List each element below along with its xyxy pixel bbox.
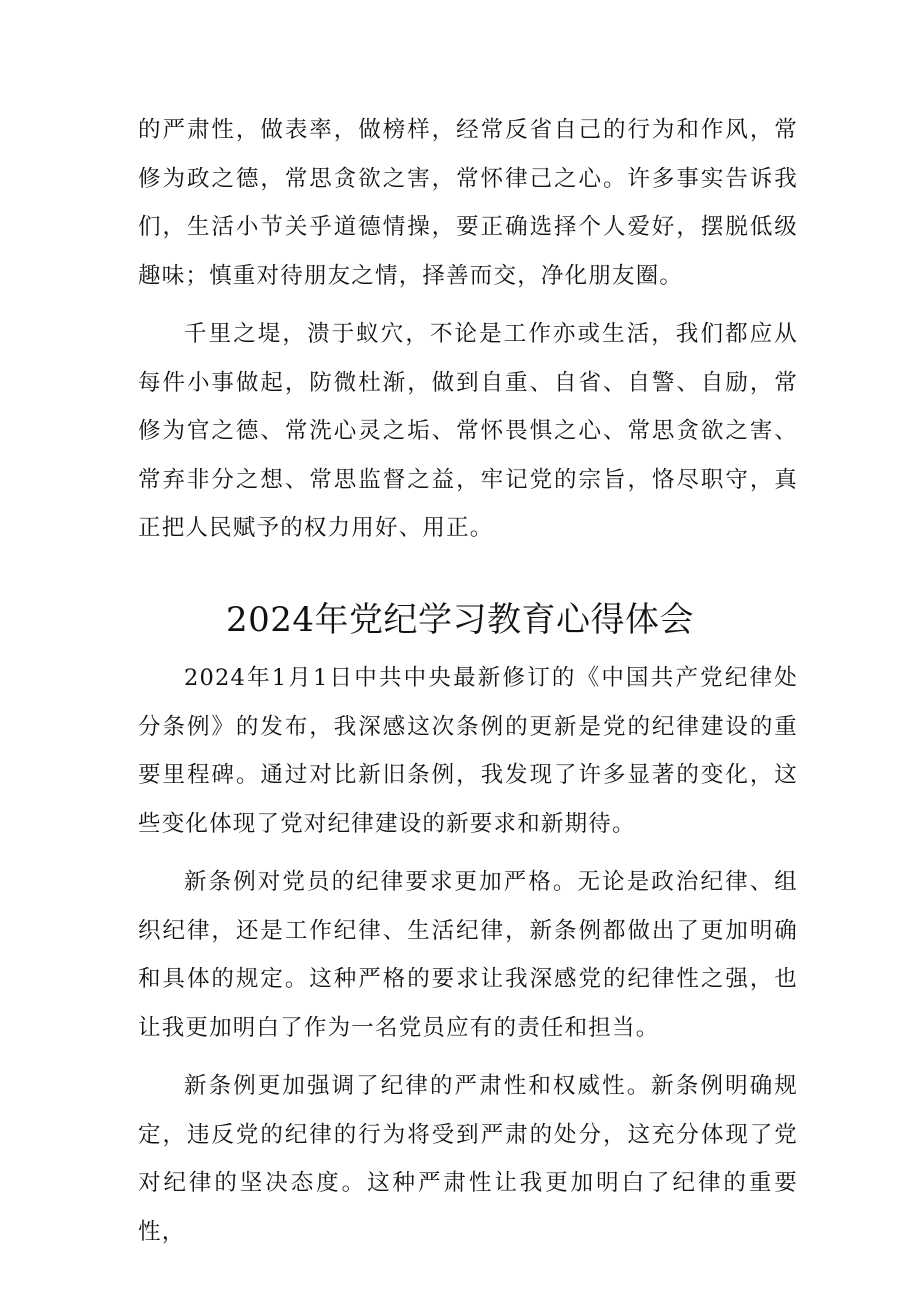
paragraph: 新条例对党员的纪律要求更加严格。无论是政治纪律、组织纪律，还是工作纪律、生活纪律，新条例都做出了更加明确和具体的规定。这种严格的要求让我深感党的纪律性之强，也让我更加明白了作为一名党员应有的责任和担当。 (138, 869, 798, 1041)
paragraph: 新条例更加强调了纪律的严肃性和权威性。新条例明确规定，违反党的纪律的行为将受到严肃的处分，这充分体现了党对纪律的坚决态度。这种严肃性让我更加明白了纪律的重要性， (138, 1073, 798, 1245)
paragraph-continued: 的严肃性，做表率，做榜样，经常反省自己的行为和作风，常修为政之德，常思贪欲之害，常怀律己之心。许多事实告诉我们，生活小节关乎道德情操，要正确选择个人爱好，摆脱低级趣味；慎重对待朋友之情，择善而交，净化朋友圈。 (138, 117, 798, 289)
top-text-section (138, 106, 798, 553)
document-title: 2024年党纪学习教育心得体会 (225, 600, 695, 640)
body-text-section (138, 654, 798, 1256)
paragraph: 2024年1月1日中共中央最新修订的《中国共产党纪律处分条例》的发布，我深感这次条例的更新是党的纪律建设的重要里程碑。通过对比新旧条例，我发现了许多显著的变化，这些变化体现了党对纪律建设的新要求和新期待。 (138, 665, 798, 837)
paragraph: 千里之堤，溃于蚁穴，不论是工作亦或生活，我们都应从每件小事做起，防微杜渐，做到自重、自省、自警、自励，常修为官之德、常洗心灵之垢、常怀畏惧之心、常思贪欲之害、常弃非分之想、常思监督之益，牢记党的宗旨，恪尽职守，真正把人民赋予的权力用好、用正。 (138, 321, 798, 541)
